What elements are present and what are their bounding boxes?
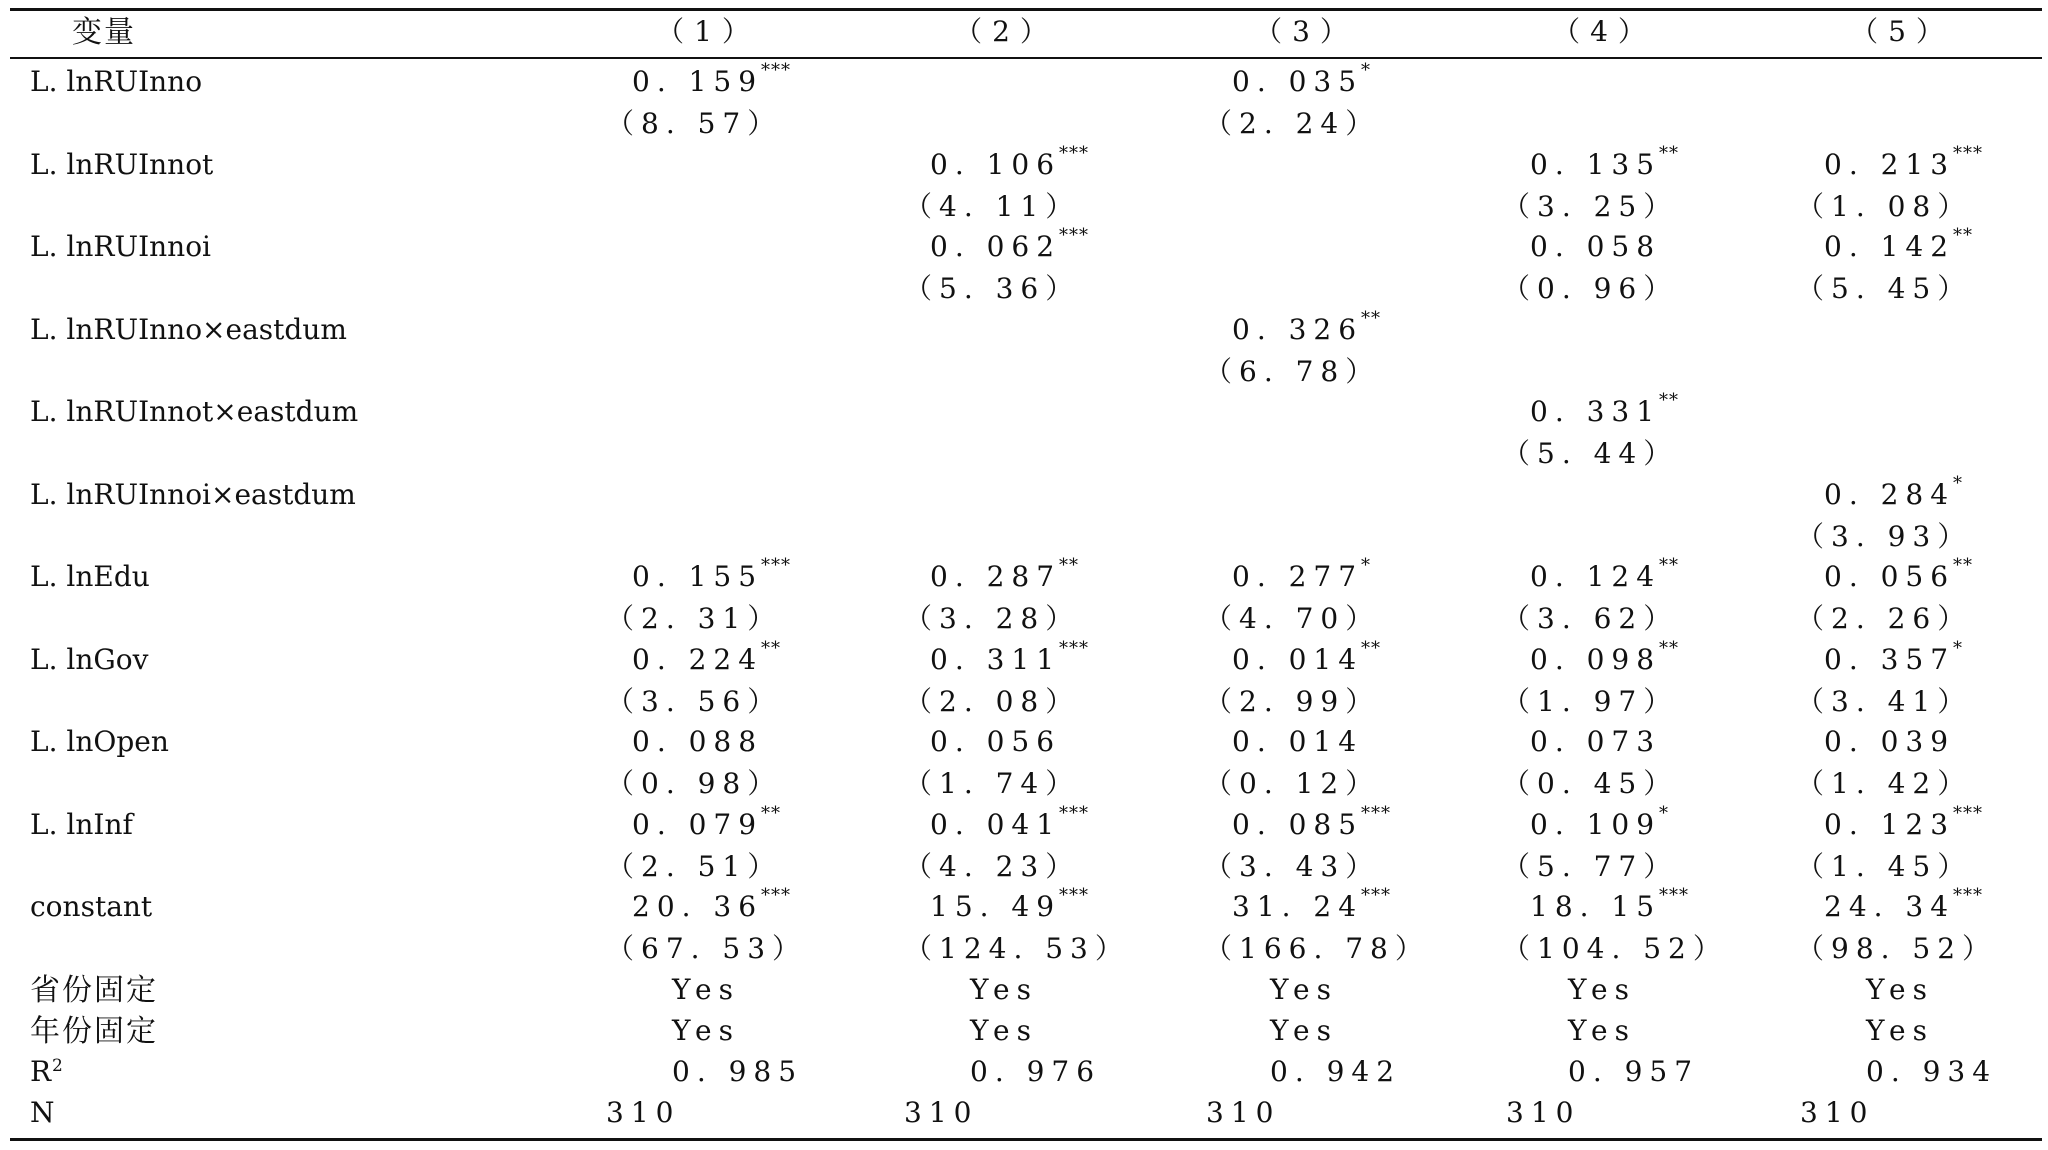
significance-stars: * [1659,802,1669,824]
row-label: L. lnEdu [30,560,150,593]
t-statistic-cell: （2. 08） [904,684,1081,718]
t-statistic-cell: （4. 70） [1204,602,1381,635]
coefficient-cell: 0. 135 [1530,147,1662,181]
t-statistic-cell: （3. 25） [1502,189,1679,223]
coefficient-cell: 0. 056 [1824,560,1956,593]
province-fixed-row-label: 省份固定 [30,973,158,1008]
coefficient-cell: 0. 085 [1232,807,1364,841]
coefficient-cell: 0. 058 [1530,230,1662,263]
coefficient-cell: 0. 357 [1824,642,1956,676]
r-squared-row-value: 0. 942 [1270,1055,1402,1088]
year-fixed-row-value: Yes [672,1014,740,1047]
t-statistic-cell: （1. 97） [1502,684,1679,718]
row-label: L. lnRUInnot×eastdum [30,395,359,428]
significance-stars: ** [1361,307,1381,329]
year-fixed-row-value: Yes [970,1014,1038,1047]
observations-row-value: 310 [1800,1096,1875,1129]
t-statistic-cell: （166. 78） [1204,932,1430,965]
t-statistic-cell: （1. 74） [904,767,1081,800]
t-statistic-cell: （2. 31） [606,602,783,635]
t-statistic-cell: （3. 41） [1796,684,1973,718]
coefficient-cell: 20. 36 [632,890,764,923]
year-fixed-row-value: Yes [1270,1014,1338,1047]
header-col-4: （4） [1552,15,1656,48]
t-statistic-cell: （4. 23） [904,849,1081,883]
significance-stars: *** [1361,802,1391,824]
header-col-1: （1） [656,15,760,48]
t-statistic-cell: （124. 53） [904,932,1130,965]
significance-stars: * [1361,555,1371,576]
row-label: constant [30,890,153,923]
row-label: L. lnRUInno [30,65,203,98]
observations-row-value: 310 [606,1096,681,1129]
significance-stars: *** [1361,885,1391,906]
observations-row-label: N [30,1096,55,1129]
t-statistic-cell: （0. 12） [1204,767,1381,800]
significance-stars: *** [1059,637,1089,659]
t-statistic-cell: （2. 99） [1204,684,1381,718]
significance-stars: *** [1059,225,1089,246]
coefficient-cell: 0. 284 [1824,477,1956,511]
observations-row-value: 310 [904,1096,979,1129]
significance-stars: *** [1659,885,1689,906]
coefficient-cell: 18. 15 [1530,890,1662,923]
t-statistic-cell: （4. 11） [904,189,1081,223]
t-statistic-cell: （3. 56） [606,684,783,718]
coefficient-cell: 0. 035 [1232,65,1364,98]
year-fixed-row-label: 年份固定 [30,1014,158,1049]
t-statistic-cell: （1. 08） [1796,189,1973,223]
r-squared-row-value: 0. 985 [672,1055,804,1088]
year-fixed-row-value: Yes [1568,1014,1636,1047]
coefficient-cell: 0. 142 [1824,230,1956,263]
t-statistic-cell: （0. 96） [1502,272,1679,305]
r-squared-row-value: 0. 934 [1866,1055,1998,1088]
significance-stars: * [1953,472,1963,494]
significance-stars: *** [1059,802,1089,824]
t-statistic-cell: （2. 26） [1796,602,1973,635]
coefficient-cell: 0. 224 [632,642,764,676]
coefficient-cell: 0. 109 [1530,807,1662,841]
row-label: L. lnRUInno×eastdum [30,312,347,346]
t-statistic-cell: （6. 78） [1204,354,1381,388]
coefficient-cell: 0. 155 [632,560,764,593]
coefficient-cell: 0. 014 [1232,642,1364,676]
significance-stars: ** [1059,555,1079,576]
province-fixed-row-value: Yes [1568,973,1636,1006]
coefficient-cell: 0. 056 [930,725,1062,758]
coefficient-cell: 0. 159 [632,65,764,98]
row-label: L. lnRUInnot [30,147,214,181]
significance-stars: ** [1953,225,1973,246]
t-statistic-cell: （2. 51） [606,849,783,883]
t-statistic-cell: （5. 77） [1502,849,1679,883]
row-label: L. lnRUInnoi [30,230,212,263]
significance-stars: *** [761,555,791,576]
coefficient-cell: 0. 331 [1530,395,1662,428]
t-statistic-cell: （1. 45） [1796,849,1973,883]
province-fixed-row-value: Yes [1866,973,1934,1006]
t-statistic-cell: （104. 52） [1502,932,1728,965]
significance-stars: ** [761,802,781,824]
coefficient-cell: 24. 34 [1824,890,1956,923]
significance-stars: ** [1659,637,1679,659]
coefficient-cell: 0. 039 [1824,725,1956,758]
province-fixed-row-value: Yes [672,973,740,1006]
t-statistic-cell: （5. 44） [1502,437,1679,470]
t-statistic-cell: （5. 45） [1796,272,1973,305]
t-statistic-cell: （5. 36） [904,272,1081,305]
table-top-rule [10,8,2042,11]
coefficient-cell: 0. 124 [1530,560,1662,593]
t-statistic-cell: （3. 62） [1502,602,1679,635]
t-statistic-cell: （8. 57） [606,107,783,140]
header-col-2: （2） [954,15,1058,48]
row-label: L. lnInf [30,807,133,841]
significance-stars: *** [761,60,791,81]
coefficient-cell: 0. 287 [930,560,1062,593]
significance-stars: *** [1953,802,1983,824]
coefficient-cell: 0. 326 [1232,312,1364,346]
coefficient-cell: 0. 062 [930,230,1062,263]
coefficient-cell: 15. 49 [930,890,1062,923]
t-statistic-cell: （98. 52） [1796,932,1998,965]
coefficient-cell: 31. 24 [1232,890,1364,923]
year-fixed-row-value: Yes [1866,1014,1934,1047]
t-statistic-cell: （1. 42） [1796,767,1973,800]
coefficient-cell: 0. 098 [1530,642,1662,676]
table-bottom-rule [10,1138,2042,1141]
observations-row-value: 310 [1206,1096,1281,1129]
header-col-5: （5） [1850,15,1954,48]
r-squared-exponent: 2 [52,1056,63,1076]
coefficient-cell: 0. 106 [930,147,1062,181]
coefficient-cell: 0. 088 [632,725,764,758]
significance-stars: ** [1659,390,1679,411]
coefficient-cell: 0. 073 [1530,725,1662,758]
r-squared-row-value: 0. 957 [1568,1055,1700,1088]
coefficient-cell: 0. 041 [930,807,1062,841]
significance-stars: *** [1059,885,1089,906]
province-fixed-row-value: Yes [970,973,1038,1006]
observations-row-value: 310 [1506,1096,1581,1129]
t-statistic-cell: （3. 43） [1204,849,1381,883]
significance-stars: *** [1059,142,1089,164]
coefficient-cell: 0. 213 [1824,147,1956,181]
t-statistic-cell: （0. 45） [1502,767,1679,800]
significance-stars: *** [1953,142,1983,164]
significance-stars: * [1953,637,1963,659]
t-statistic-cell: （0. 98） [606,767,783,800]
row-label: L. lnOpen [30,725,169,758]
province-fixed-row-value: Yes [1270,973,1338,1006]
coefficient-cell: 0. 277 [1232,560,1364,593]
r-squared-row-value: 0. 976 [970,1055,1102,1088]
coefficient-cell: 0. 123 [1824,807,1956,841]
table-header-rule [10,57,2042,59]
significance-stars: ** [761,637,781,659]
t-statistic-cell: （3. 93） [1796,519,1973,553]
significance-stars: ** [1659,555,1679,576]
coefficient-cell: 0. 079 [632,807,764,841]
coefficient-cell: 0. 014 [1232,725,1364,758]
row-label: L. lnGov [30,642,149,676]
significance-stars: ** [1361,637,1381,659]
header-variable: 变量 [72,15,136,50]
r-squared-row-label: R [30,1055,52,1088]
significance-stars: *** [1953,885,1983,906]
significance-stars: ** [1953,555,1973,576]
coefficient-cell: 0. 311 [930,642,1062,676]
header-col-3: （3） [1254,15,1358,48]
significance-stars: * [1361,60,1371,81]
significance-stars: ** [1659,142,1679,164]
t-statistic-cell: （3. 28） [904,602,1081,635]
t-statistic-cell: （2. 24） [1204,107,1381,140]
row-label: L. lnRUInnoi×eastdum [30,477,356,511]
t-statistic-cell: （67. 53） [606,932,808,965]
significance-stars: *** [761,885,791,906]
